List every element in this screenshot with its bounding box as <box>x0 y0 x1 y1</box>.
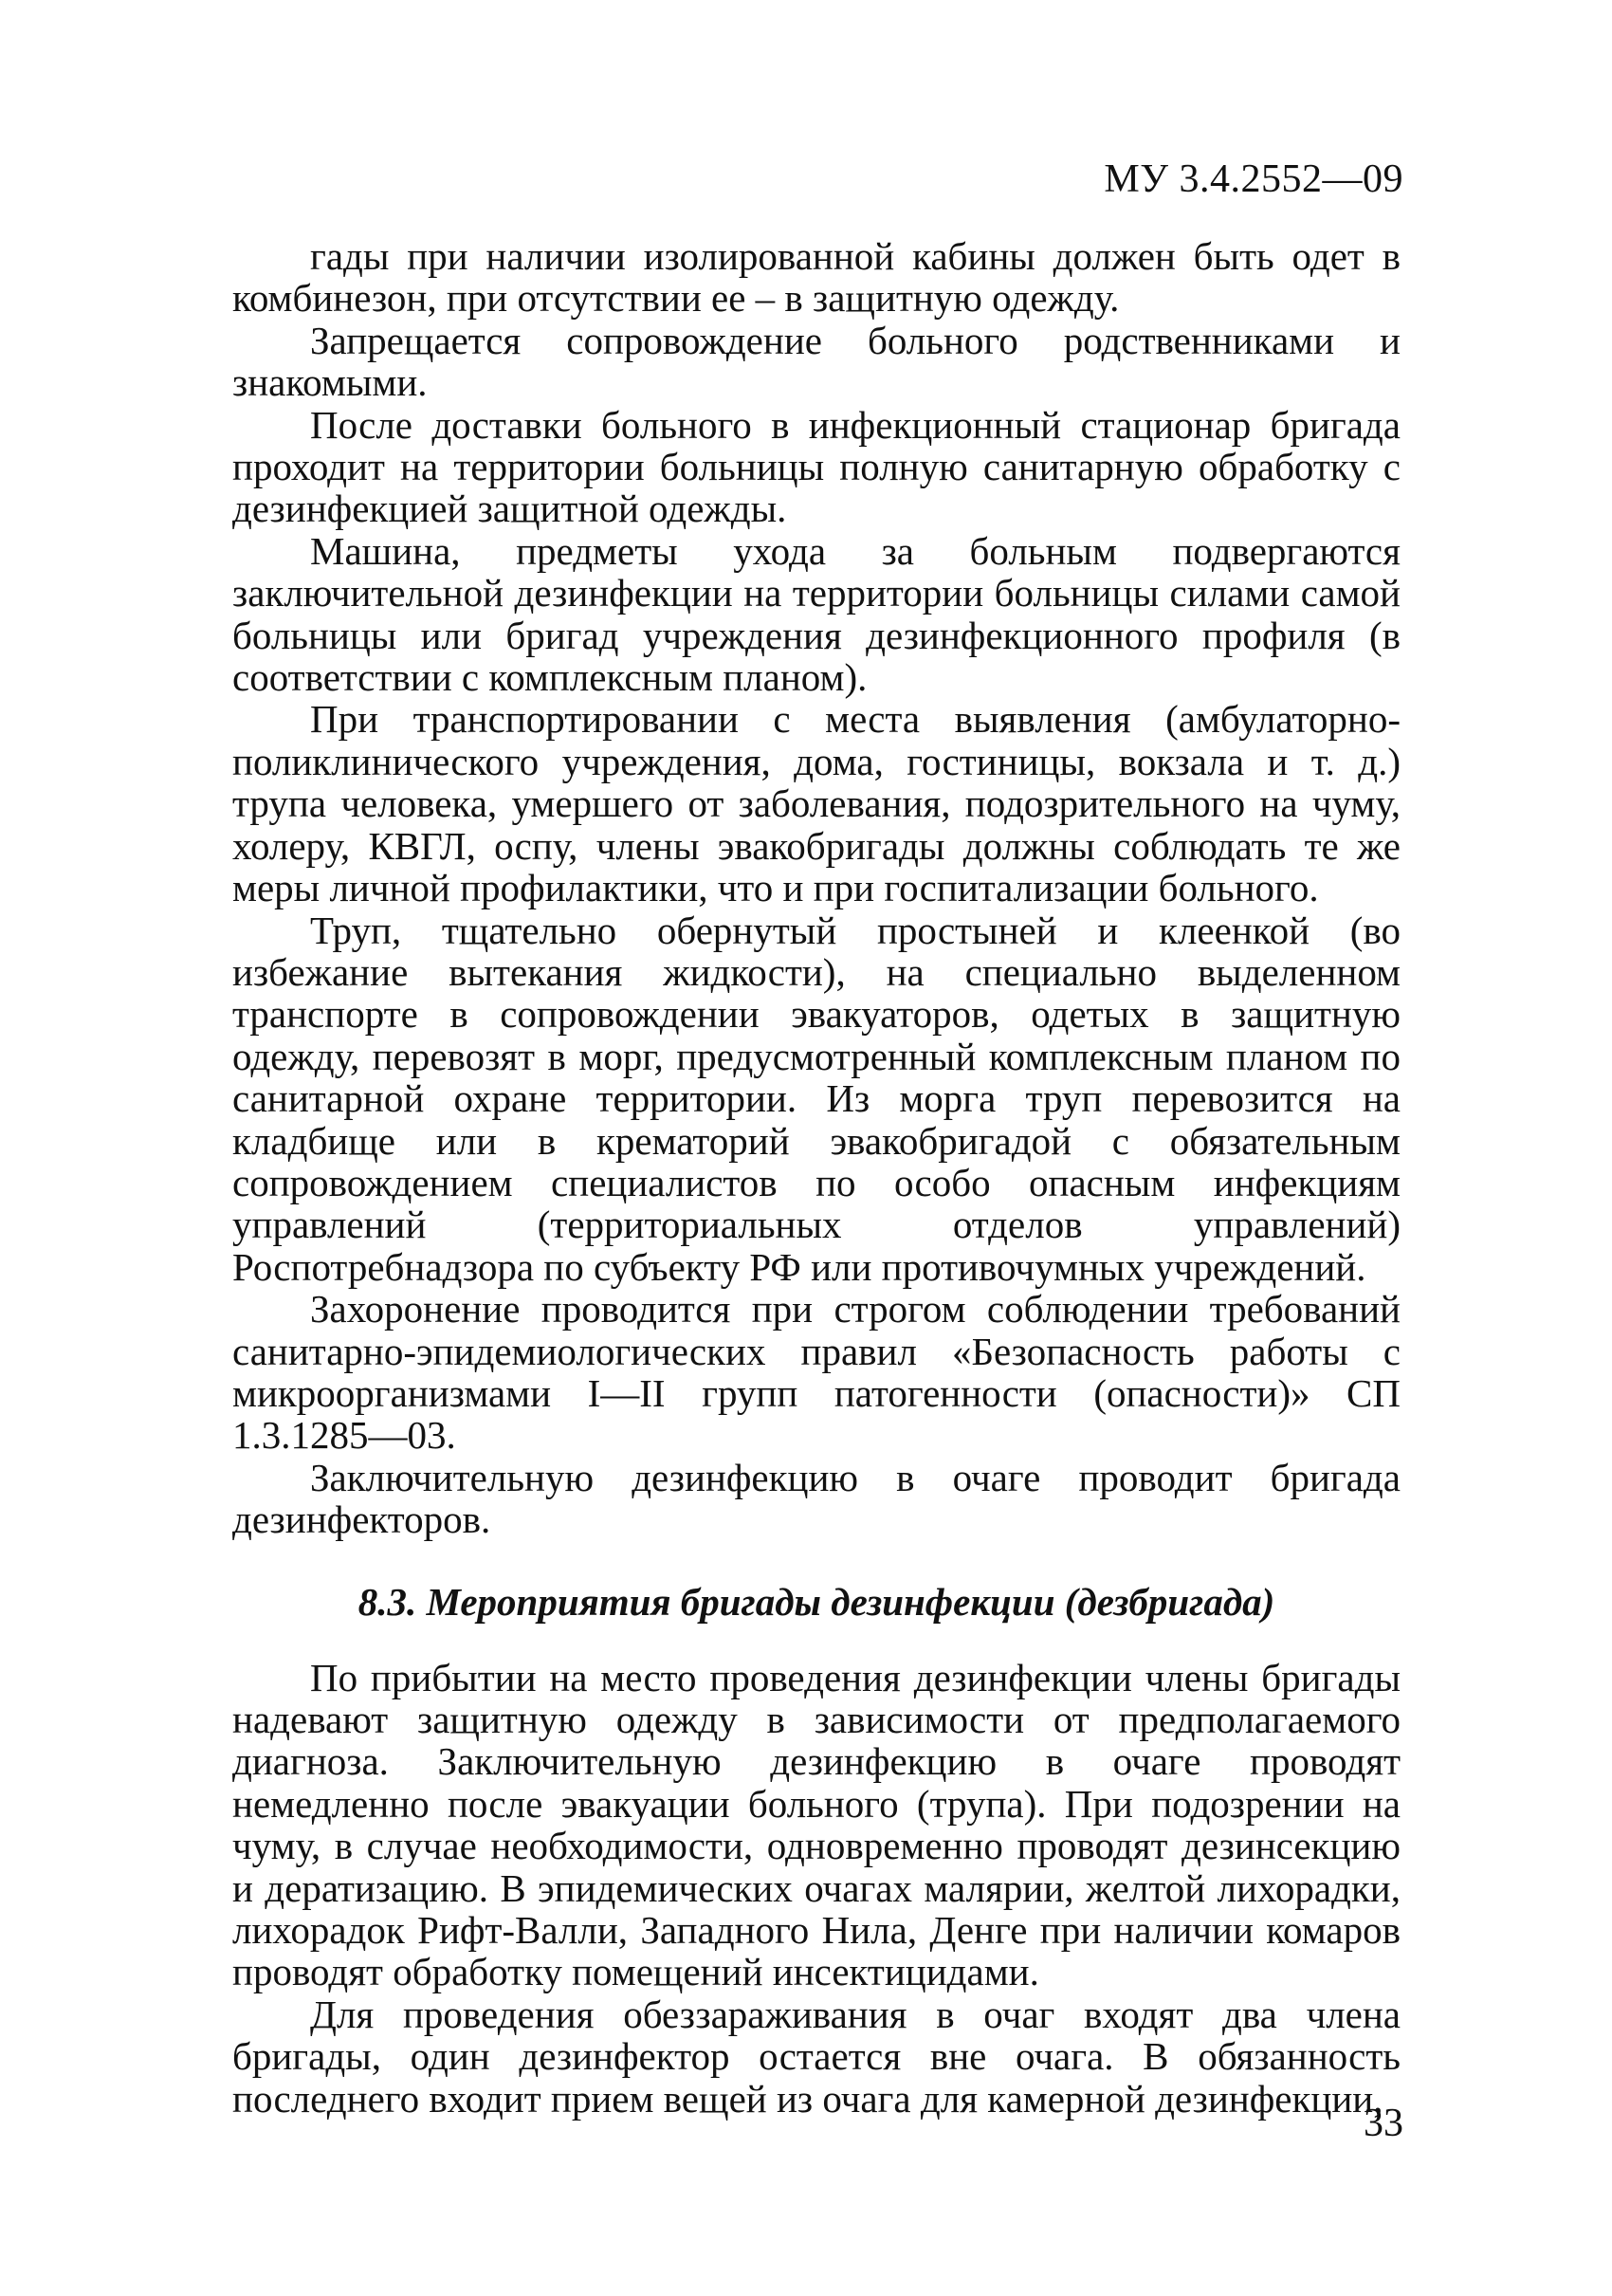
paragraph: Запрещается сопровождение больного родственниками и знакомыми. <box>232 318 1401 405</box>
section-heading: 8.3. Мероприятия бригады дезинфекции (дезбригада) <box>357 1579 1275 1624</box>
page-number: 33 <box>1364 2102 1403 2145</box>
paragraph: гады при наличии изолированной кабины должен быть одет в комбинезон, при отсутствии ее – в защитную одежду. <box>232 234 1401 321</box>
paragraph: Захоронение проводится при строгом соблюдении требований санитарно-эпидемиологических правил «Безопасность работы с микроорганизмами I—II групп патогенности (опасности)» СП 1.3.1285—03. <box>232 1287 1401 1458</box>
paragraph: Заключительную дезинфекцию в очаге проводит бригада дезинфекторов. <box>232 1455 1401 1542</box>
paragraph: Труп, тщательно обернутый простыней и клеенкой (во избежание вытекания жидкости), на специально выделенном транспорте в сопровождении эвакуаторов, одетых в защитную одежду, перевозят в морг, предусмотренный комплексным планом по санитарной охране территории. Из морга труп перевозится на кладбище или в крематорий эвакобригадой с обязательным сопровождением специалистов по особо опасным инфекциям управлений (территориальных отделов управлений) Роспотребнадзора по субъекту РФ или противочумных учреждений. <box>232 908 1401 1289</box>
paragraph: Для проведения обеззараживания в очаг входят два члена бригады, один дезинфектор остается вне очага. В обязанность последнего входит прием вещей из очага для камерной дезинфекции, <box>232 1992 1401 2121</box>
paragraph: При транспортировании с места выявления (амбулаторно-поликлинического учреждения, дома, гостиницы, вокзала и т. д.) трупа человека, умершего от заболевания, подозрительного на чуму, холеру, КВГЛ, оспу, члены эвакобригады должны соблюдать те же меры личной профилактики, что и при госпитализации больного. <box>232 697 1401 910</box>
paragraph: Машина, предметы ухода за больным подвергаются заключительной дезинфекции на территории больницы силами самой больницы или бригад учреждения дезинфекционного профиля (в соответствии с комплексным планом). <box>232 528 1401 700</box>
paragraph: По прибытии на место проведения дезинфекции члены бригады надевают защитную одежду в зависимости от предполагаемого диагноза. Заключительную дезинфекцию в очаге проводят немедленно после эвакуации больного (трупа). При подозрении на чуму, в случае необходимости, одновременно проводят дезинсекцию и дератизацию. В эпидемических очагах малярии, желтой лихорадки, лихорадок Рифт-Валли, Западного Нила, Денге при наличии комаров проводят обработку помещений инсектицидами. <box>232 1655 1401 1994</box>
body-text <box>232 235 1401 2120</box>
paragraph: После доставки больного в инфекционный стационар бригада проходит на территории больницы полную санитарную обработку с дезинфекцией защитной одежды. <box>232 402 1401 531</box>
document-code-header: МУ 3.4.2552—09 <box>1104 157 1403 201</box>
